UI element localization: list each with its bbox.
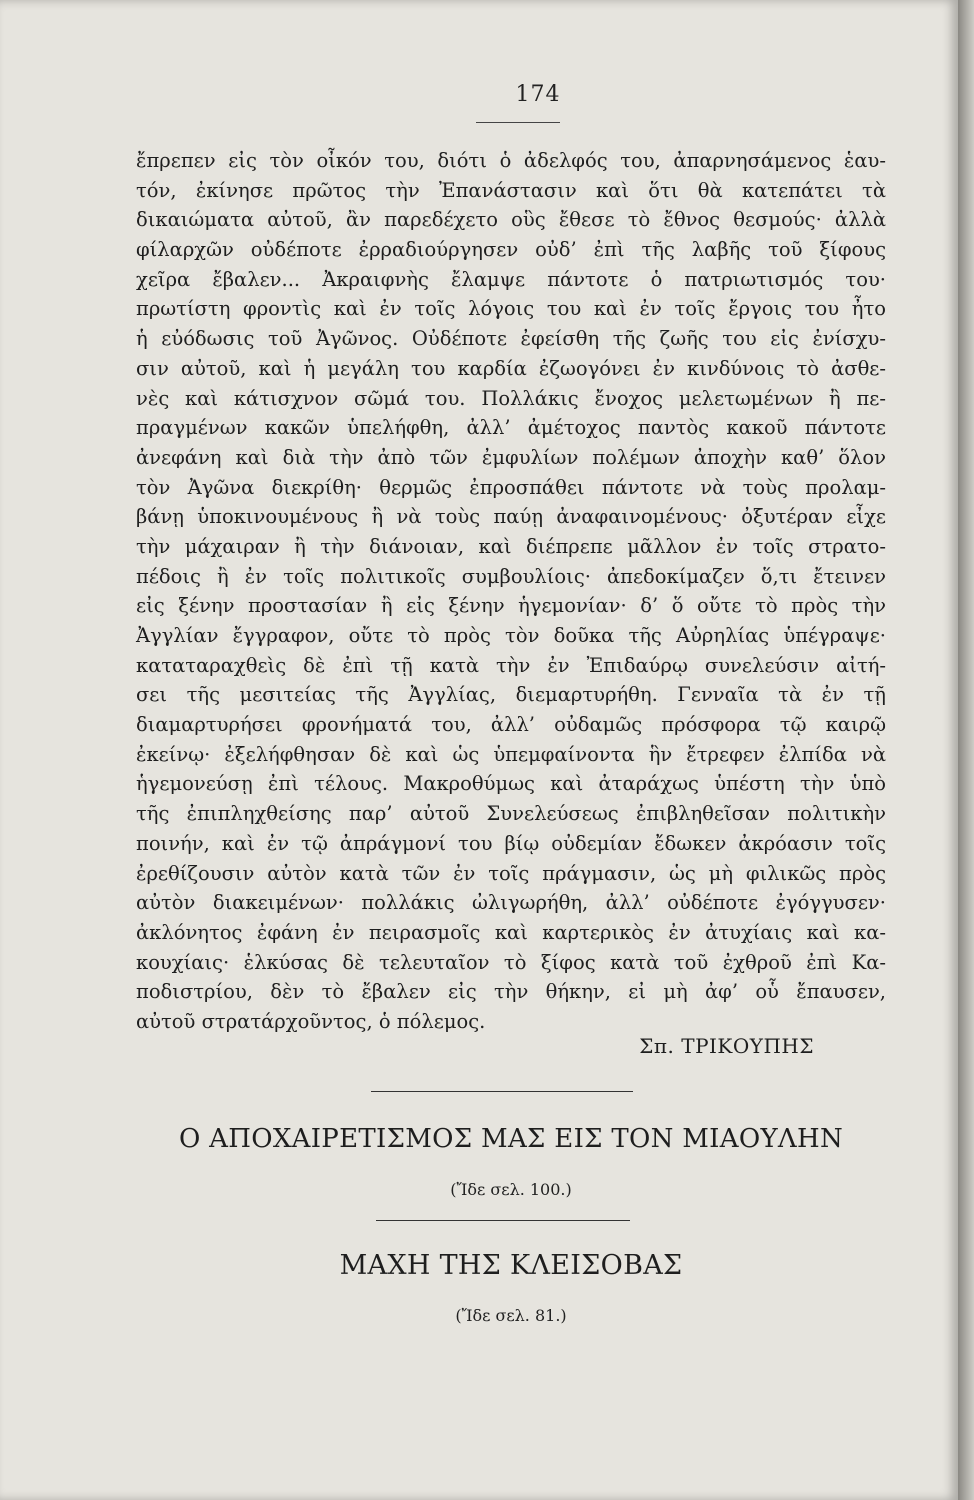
section-divider: [376, 1220, 630, 1221]
text-line: ἐρεθίζουσιν αὐτὸν κατὰ τῶν ἐν τοῖς πράγμασιν, ὡς μὴ φιλικῶς πρὸς: [136, 861, 886, 885]
text-line: ἀνεφάνη καὶ διὰ τὴν ἀπὸ τῶν ἐμφυλίων πολέμων ἀποχὴν καθ’ ὅλον: [136, 445, 886, 469]
text-line: ἀκλόνητος ἐφάνη ἐν πειρασμοῖς καὶ καρτερικὸς ἐν ἀτυχίαις καὶ κα-: [136, 920, 886, 944]
text-line: τῆς ἐπιπληχθείσης παρ’ αὐτοῦ Συνελεύσεως ἐπιβληθεῖσαν πολιτικὴν: [136, 802, 886, 826]
text-line: ἐκείνῳ· ἐξελήφθησαν δὲ καὶ ὡς ὑπεμφαίνοντα ἣν ἔτρεφεν ἐλπίδα νὰ: [136, 742, 886, 766]
text-line: κουχίαις· ἑλκύσας δὲ τελευταῖον τὸ ξίφος κατὰ τοῦ ἐχθροῦ ἐπὶ Κα-: [136, 950, 886, 974]
text-line: σει τῆς μεσιτείας τῆς Ἀγγλίας, διεμαρτυρήθη. Γενναῖα τὰ ἐν τῇ: [136, 683, 886, 707]
page-edge: [958, 0, 974, 1500]
text-line: Ἀγγλίαν ἔγγραφον, οὔτε τὸ πρὸς τὸν δοῦκα τῆς Αὐρηλίας ὑπέγραψε·: [136, 624, 886, 647]
text-line: ἔπρεπεν εἰς τὸν οἶκόν του, διότι ὁ ἀδελφός του, ἀπαρνησάμενος ἑαυ-: [136, 149, 886, 172]
text-line: σιν αὐτοῦ, καὶ ἡ μεγάλη του καρδία ἐζωογόνει ἐν κινδύνοις τὸ ἀσθε-: [136, 356, 886, 380]
section-reference: (Ἴδε σελ. 81.): [455, 1306, 567, 1325]
section-title-battle: ΜΑΧΗ ΤΗΣ ΚΛΕΙΣΟΒΑΣ: [339, 1250, 683, 1281]
text-line: αὐτὸν διακειμένων· πολλάκις ὠλιγωρήθη, ἀλλ’ οὐδέποτε ἐγόγγυσεν·: [136, 891, 886, 915]
page-number: 174: [515, 82, 561, 107]
text-line: τόν, ἐκίνησε πρῶτος τὴν Ἐπανάστασιν καὶ ὅτι θὰ κατεπάτει τὰ: [136, 178, 886, 202]
text-line: καταταραχθεὶς δὲ ἐπὶ τῇ κατὰ τὴν ἐν Ἐπιδαύρῳ συνελεύσιν αἰτή-: [136, 653, 886, 677]
body-text: [136, 146, 886, 1037]
text-line: πραγμένων κακῶν ὑπελήφθη, ἀλλ’ ἀμέτοχος παντὸς κακοῦ πάντοτε: [136, 416, 886, 440]
text-line: χεῖρα ἔβαλεν... Ἀκραιφνὴς ἔλαμψε πάντοτε ὁ πατριωτισμός του·: [136, 267, 886, 291]
section-divider: [371, 1091, 633, 1092]
text-line: τὸν Ἀγῶνα διεκρίθη· θερμῶς ἐπροσπάθει πάντοτε νὰ τοὺς προλαμ-: [136, 475, 886, 499]
text-line: ποδιστρίου, δὲν τὸ ἔβαλεν εἰς τὴν θήκην, εἰ μὴ ἀφ’ οὗ ἔπαυσεν,: [136, 980, 886, 1004]
text-line: τὴν μάχαιραν ἢ τὴν διάνοιαν, καὶ διέπρεπε μᾶλλον ἐν τοῖς στρατο-: [136, 534, 886, 558]
text-line: πέδοις ἢ ἐν τοῖς πολιτικοῖς συμβουλίοις· ἀπεδοκίμαζεν ὅ,τι ἔτεινεν: [136, 564, 886, 588]
text-line: ἡ εὐόδωσις τοῦ Ἀγῶνος. Οὐδέποτε ἐφείσθη τῆς ζωῆς του εἰς ἐνίσχυ-: [136, 327, 886, 351]
section-title-farewell: Ο ΑΠΟΧΑΙΡΕΤΙΣΜΟΣ ΜΑΣ ΕΙΣ ΤΟΝ ΜΙΑΟΥΛΗΝ: [178, 1124, 844, 1154]
text-line: αὐτοῦ στρατάρχοῦντος, ὁ πόλεμος.: [136, 1009, 486, 1033]
text-line: ποινήν, καὶ ἐν τῷ ἀπράγμονί του βίῳ οὐδεμίαν ἔδωκεν ἀκρόασιν τοῖς: [136, 831, 886, 855]
text-line: βάνῃ ὑποκινουμένους ἢ νὰ τοὺς παύῃ ἀναφαινομένους· ὀξυτέραν εἶχε: [136, 505, 886, 529]
text-line: δικαιώματα αὐτοῦ, ἂν παρεδέχετο οὓς ἔθεσε τὸ ἔθνος θεσμούς· ἀλλὰ: [136, 208, 886, 232]
text-line: νὲς καὶ κάτισχνον σῶμά του. Πολλάκις ἔνοχος μελετωμένων ἢ πε-: [136, 386, 886, 410]
section-reference: (Ἴδε σελ. 100.): [450, 1180, 572, 1199]
text-line: φίλαρχῶν οὐδέποτε ἐρραδιούργησεν οὐδ’ ἐπὶ τῆς λαβῆς τοῦ ξίφους: [136, 238, 886, 262]
text-line: πρωτίστη φροντὶς καὶ ἐν τοῖς λόγοις του καὶ ἐν τοῖς ἔργοις του ἦτο: [136, 297, 886, 321]
text-line: διαμαρτυρήσει φρονήματά του, ἀλλ’ οὐδαμῶς πρόσφορα τῷ καιρῷ: [136, 713, 886, 737]
text-line: ἡγεμονεύσῃ ἐπὶ τέλους. Μακροθύμως καὶ ἀταράχως ὑπέστη τὴν ὑπὸ: [136, 772, 886, 796]
text-line: εἰς ξένην προστασίαν ἢ εἰς ξένην ἡγεμονίαν· δ’ ὅ οὔτε τὸ πρὸς τὴν: [136, 594, 886, 618]
page-number-rule: [476, 122, 560, 123]
author-signature: Σπ. ΤΡΙΚΟΥΠΗΣ: [639, 1034, 814, 1058]
